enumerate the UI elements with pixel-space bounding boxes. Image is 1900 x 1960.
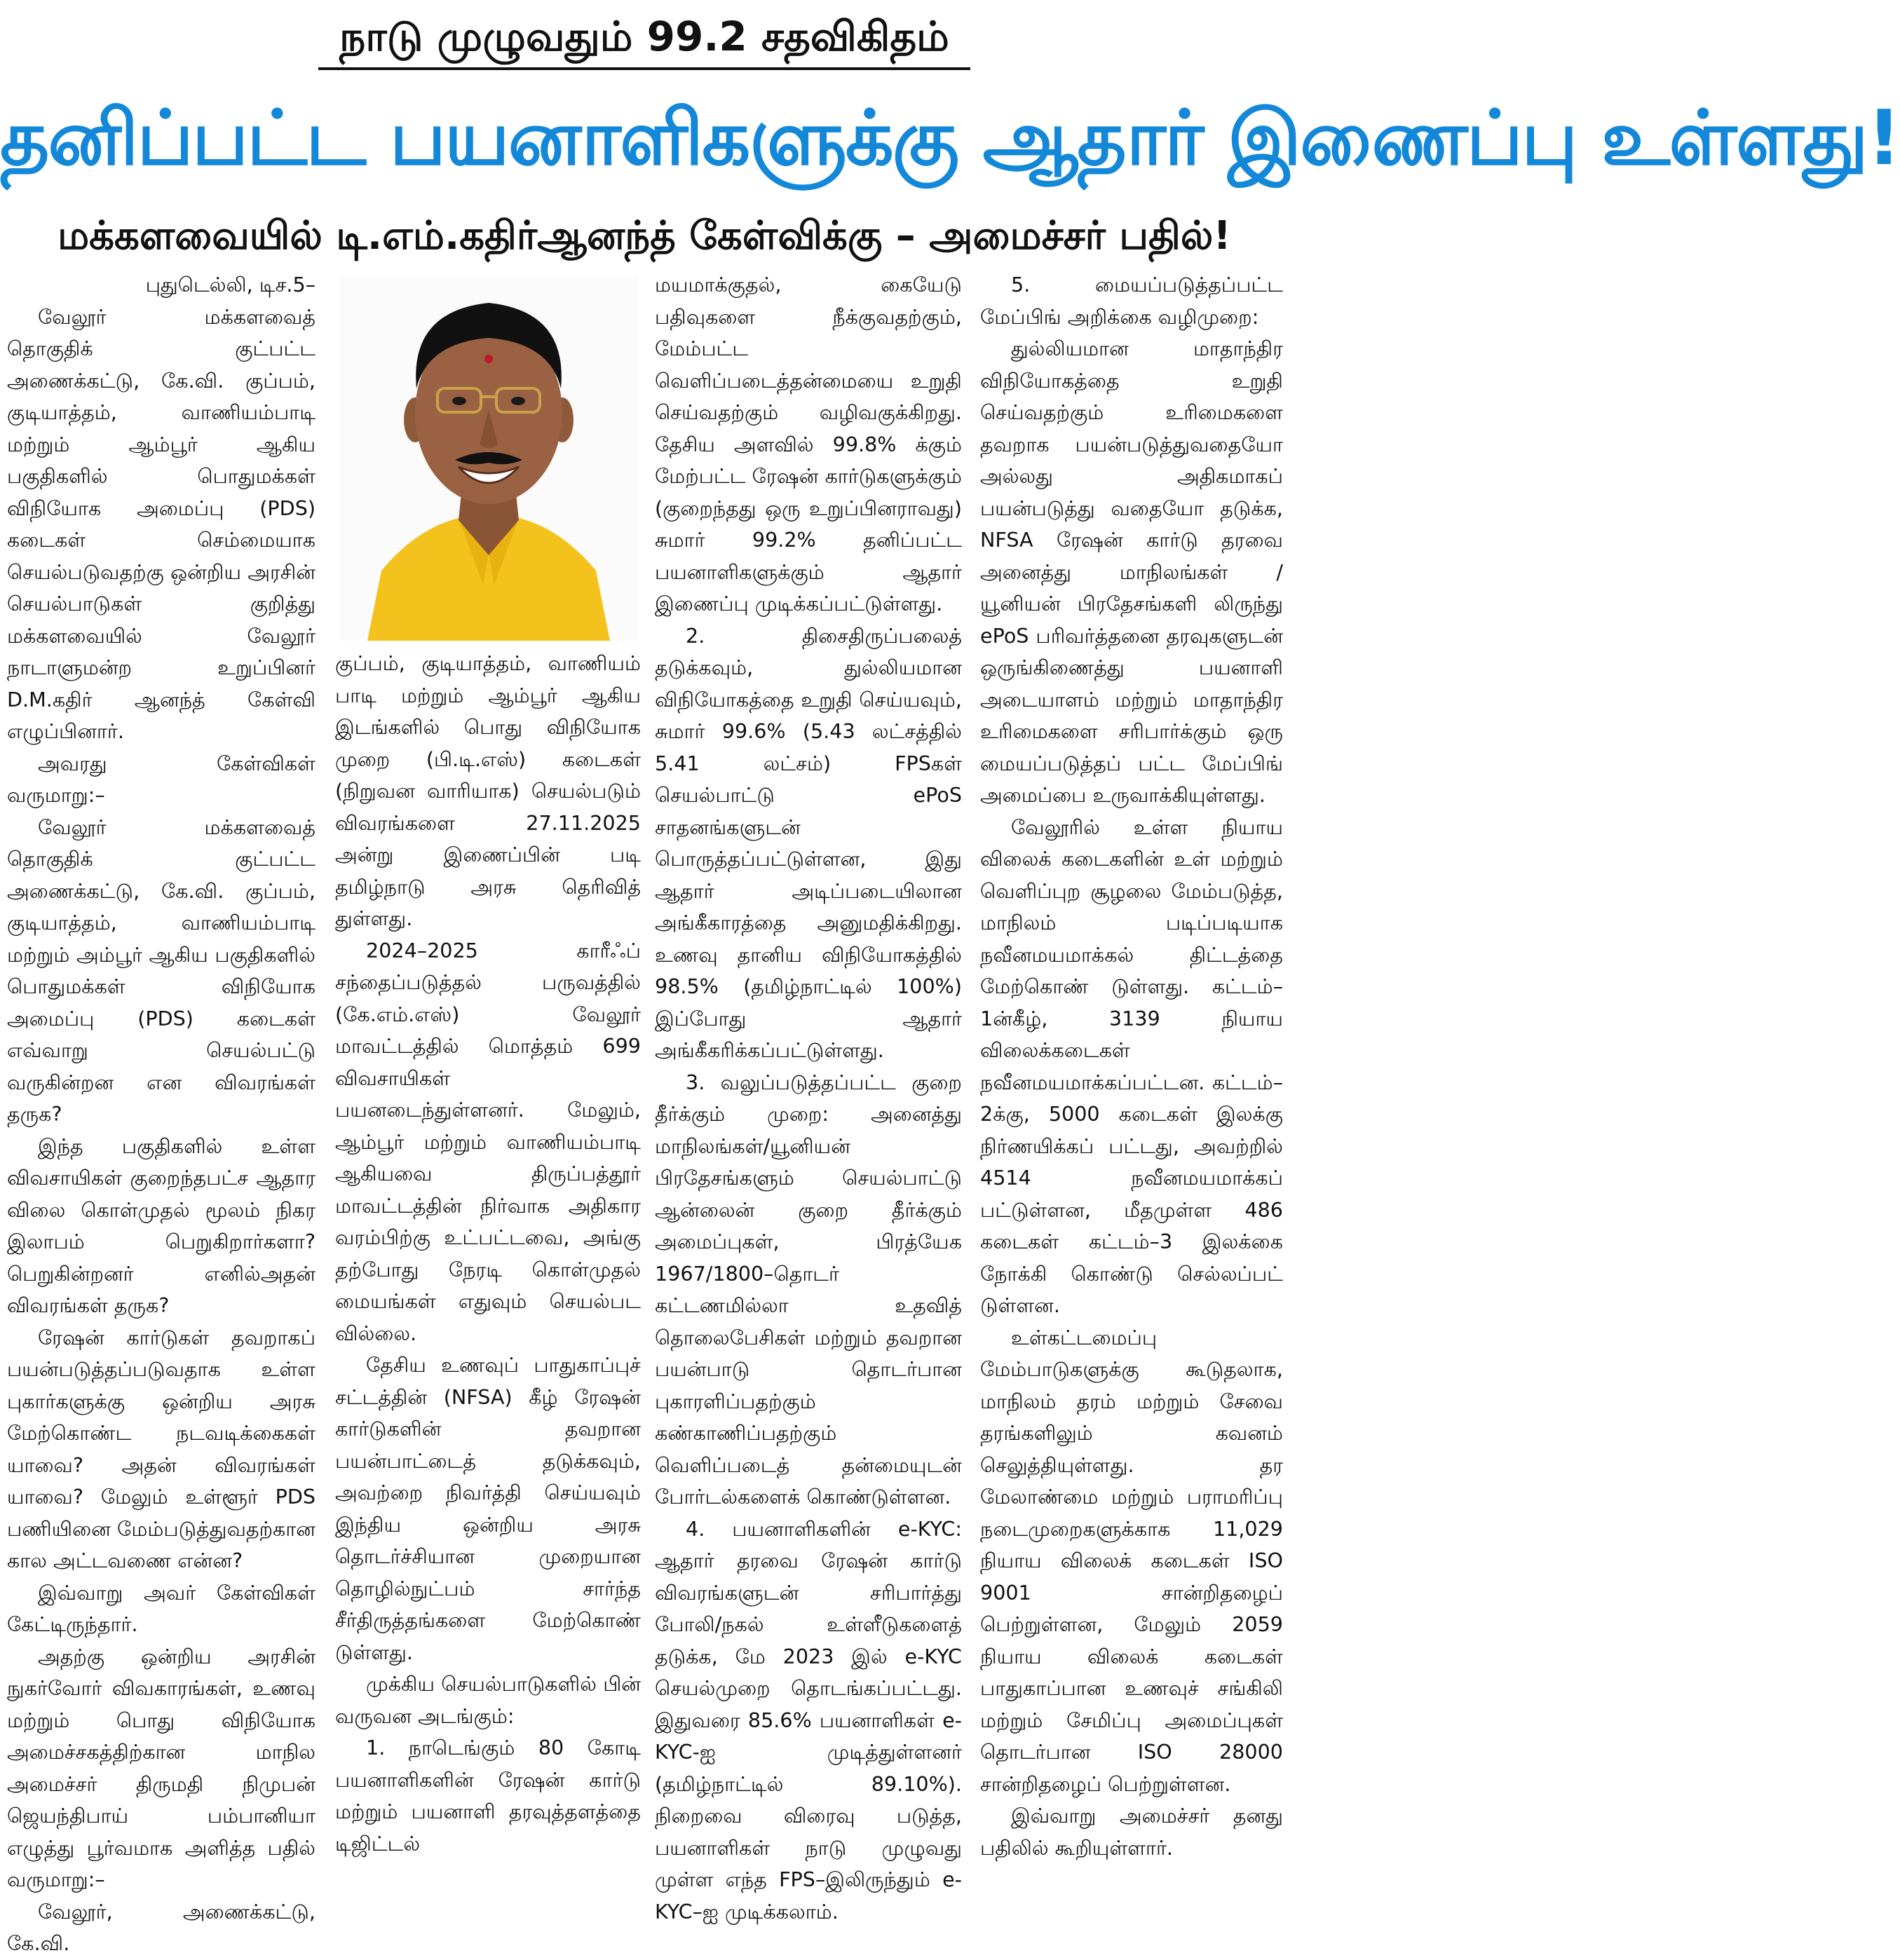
paragraph: துல்லியமான மாதாந்திர விநியோகத்தை உறுதி செய்வதற்கும் உரிமைகளை தவறாக பயன்படுத்துவதையோ அல்லது அதிகமாகப் பயன்படுத்து வதையோ தடுக்க, NFSA ரேஷன் கார்டு தரவை அனைத்து மாநிலங்கள் / யூனியன் பிரதேசங்களி லிருந்து ePoS பரிவர்த்தனை தரவுகளுடன் ஒருங்கிணைத்து பயனாளி அடையாளம் மற்றும் மாதாந்திர உரிமைகளை சரிபார்க்கும் ஒரு மையப்படுத்தப் பட்ட மேப்பிங் அமைப்பை உருவாக்கியுள்ளது. (980, 336, 1283, 807)
paragraph: 1. நாடெங்கும் 80 கோடி பயனாளிகளின் ரேஷன் கார்டு மற்றும் பயனாளி தரவுத்தளத்தை டிஜிட்டல் (335, 1736, 641, 1856)
paragraph: வேலூர் மக்களவைத் தொகுதிக் குட்பட்ட அணைக்கட்டு, கே.வி. குப்பம், குடியாத்தம், வாணியம்பாடி மற்றும் அம்பூர் ஆகிய பகுதிகளில் பொதுமக்கள் விநியோக அமைப்பு (PDS) கடைகள் எவ்வாறு செயல்பட்டு வருகின்றன என விவரங்கள் தருக? (7, 815, 315, 1126)
article-column-4 (980, 269, 1283, 1860)
paragraph: வேலூரில் உள்ள நியாய விலைக் கடைகளின் உள் மற்றும் வெளிப்புற சூழலை மேம்படுத்த, மாநிலம் படிப்படியாக நவீனமயமாக்கல் திட்டத்தை மேற்கொண் டுள்ளது. கட்டம்–1ன்கீழ், 3139 நியாய விலைக்கடைகள் நவீனமயமாக்கப்பட்டன. கட்டம்–2க்கு, 5000 கடைகள் இலக்கு நிர்ணயிக்கப் பட்டது, அவற்றில் 4514 நவீனமயமாக்கப் பட்டுள்ளன, மீதமுள்ள 486 கடைகள் கட்டம்–3 இலக்கை நோக்கி கொண்டு செல்லப்பட் டுள்ளன. (980, 815, 1283, 1317)
paragraph: இவ்வாறு அவர் கேள்விகள் கேட்டிருந்தார். (7, 1580, 315, 1636)
paragraph: ரேஷன் கார்டுகள் தவறாகப் பயன்படுத்தப்படுவதாக உள்ள புகார்களுக்கு ஒன்றிய அரசு மேற்கொண்ட நடவடிக்கைகள் யாவை? அதன் விவரங்கள் யாவை? மேலும் உள்ளூர் PDS பணியினை மேம்படுத்துவதற்கான கால அட்டவணை என்ன? (7, 1325, 315, 1572)
paragraph: உள்கட்டமைப்பு மேம்பாடுகளுக்கு கூடுதலாக, மாநிலம் தரம் மற்றும் சேவை தரங்களிலும் கவனம் செலுத்தியுள்ளது. தர மேலாண்மை மற்றும் பராமரிப்பு நடைமுறைகளுக்காக 11,029 நியாய விலைக் கடைகள் ISO 9001 சான்றிதழைப் பெற்றுள்ளன, மேலும் 2059 நியாய விலைக் கடைகள் பாதுகாப்பான உணவுச் சங்கிலி மற்றும் சேமிப்பு அமைப்புகள் தொடர்பான ISO 28000 சான்றிதழைப் பெற்றுள்ளன. (980, 1325, 1283, 1796)
paragraph: 4. பயனாளிகளின் e-KYC: ஆதார் தரவை ரேஷன் கார்டு விவரங்களுடன் சரிபார்த்து போலி/நகல் உள்ளீடுகளைத் தடுக்க, மே 2023 இல் e-KYC செயல்முறை தொடங்கப்பட்டது. இதுவரை 85.6% பயனாளிகள் e-KYC-ஐ முடித்துள்ளனர் (தமிழ்நாட்டில் 89.10%). நிறைவை விரைவு படுத்த, பயனாளிகள் நாடு முழுவது முள்ள எந்த FPS–இலிருந்தும் e-KYC–ஐ முடிக்கலாம். (655, 1516, 962, 1924)
paragraph: 2. திசைதிருப்பலைத் தடுக்கவும், துல்லியமான விநியோகத்தை உறுதி செய்யவும், சுமார் 99.6% (5.43 லட்சத்தில் 5.41 லட்சம்) FPSகள் செயல்பாட்டு ePoS சாதனங்களுடன் பொருத்தப்பட்டுள்ளன, இது ஆதார் அடிப்படையிலான அங்கீகாரத்தை அனுமதிக்கிறது. உணவு தானிய விநியோகத்தில் 98.5% (தமிழ்நாட்டில் 100%) இப்போது ஆதார் அங்கீகரிக்கப்பட்டுள்ளது. (655, 623, 962, 1062)
paragraph: இவ்வாறு அமைச்சர் தனது பதிலில் கூறியுள்ளார். (980, 1804, 1283, 1860)
paragraph: வேலூர், அணைக்கட்டு, கே.வி. (7, 1899, 315, 1955)
paragraph: மயமாக்குதல், கையேடு பதிவுகளை நீக்குவதற்கும், மேம்பட்ட வெளிப்படைத்தன்மையை உறுதி செய்வதற்கும் வழிவகுக்கிறது. தேசிய அளவில் 99.8% க்கும் மேற்பட்ட ரேஷன் கார்டுகளுக்கும் (குறைந்தது ஒரு உறுப்பினராவது) சுமார் 99.2% தனிப்பட்ட பயனாளிகளுக்கும் ஆதார் இணைப்பு முடிக்கப்பட்டுள்ளது. (655, 273, 962, 615)
sub-headline: மக்களவையில் டி.எம்.கதிர்ஆனந்த் கேள்விக்கு – அமைச்சர் பதில்! (57, 213, 1231, 259)
paragraph: அதற்கு ஒன்றிய அரசின் நுகர்வோர் விவகாரங்கள், உணவு மற்றும் பொது விநியோக அமைச்சகத்திற்கான மாநில அமைச்சர் திருமதி நிமுபன் ஜெயந்திபாய் பம்பானியா எழுத்து பூர்வமாக அளித்த பதில் வருமாறு:– (7, 1644, 315, 1891)
dateline: புதுடெல்லி, டிச.5– (145, 273, 315, 297)
paragraph: தேசிய உணவுப் பாதுகாப்புச் சட்டத்தின் (NFSA) கீழ் ரேஷன் கார்டுகளின் தவறான பயன்பாட்டைத் தடுக்கவும், அவற்றை நிவர்த்தி செய்யவும் இந்திய ஒன்றிய அரசு தொடர்ச்சியான முறையான தொழில்நுட்பம் சார்ந்த சீர்திருத்தங்களை மேற்கொண் டுள்ளது. (335, 1353, 641, 1664)
article-column-1 (7, 269, 315, 1955)
paragraph: அவரது கேள்விகள் வருமாறு:– (7, 751, 315, 807)
kicker-text: நாடு முழுவதும் 99.2 சதவிகிதம் (318, 10, 970, 70)
article-column-2 (335, 648, 641, 1856)
paragraph: முக்கிய செயல்பாடுகளில் பின் வருவன அடங்கும்: (335, 1672, 641, 1728)
article-column-3 (655, 269, 962, 1924)
paragraph: 2024–2025 காரீஃப் சந்தைப்படுத்தல் பருவத்தில் (கே.எம்.எஸ்) வேலூர் மாவட்டத்தில் மொத்தம் 699 விவசாயிகள் பயனடைந்துள்ளனர். மேலும், ஆம்பூர் மற்றும் வாணியம்பாடி ஆகியவை திருப்பத்தூர் மாவட்டத்தின் நிர்வாக அதிகார வரம்பிற்கு உட்பட்டவை, அங்கு தற்போது நேரடி கொள்முதல் மையங்கள் எதுவும் செயல்பட வில்லை. (335, 938, 641, 1345)
main-headline: தனிப்பட்ட பயனாளிகளுக்கு ஆதார் இணைப்பு உள்ளது! (0, 95, 1900, 182)
paragraph: வேலூர் மக்களவைத் தொகுதிக் குட்பட்ட அணைக்கட்டு, கே.வி. குப்பம், குடியாத்தம், வாணியம்பாடி மற்றும் ஆம்பூர் ஆகிய பகுதிகளில் பொதுமக்கள் விநியோக அமைப்பு (PDS) கடைகள் செம்மையாக செயல்படுவதற்கு ஒன்றிய அரசின் செயல்பாடுகள் குறித்து மக்களவையில் வேலூர் நாடாளுமன்ற உறுப்பினர் D.M.கதிர் ஆனந்த் கேள்வி எழுப்பினார். (7, 304, 315, 743)
paragraph: 3. வலுப்படுத்தப்பட்ட குறை தீர்க்கும் முறை: அனைத்து மாநிலங்கள்/யூனியன் பிரதேசங்களும் செயல்பாட்டு ஆன்லைன் குறை தீர்க்கும் அமைப்புகள், பிரத்யேக 1967/1800–தொடர் கட்டணமில்லா உதவித் தொலைபேசிகள் மற்றும் தவறான பயன்பாடு தொடர்பான புகாரளிப்பதற்கும் கண்காணிப்பதற்கும் வெளிப்படைத் தன்மையுடன் போர்டல்களைக் கொண்டுள்ளன. (655, 1070, 962, 1509)
paragraph: குப்பம், குடியாத்தம், வாணியம் பாடி மற்றும் ஆம்பூர் ஆகிய இடங்களில் பொது விநியோக முறை (பி.டி.எஸ்) கடைகள் (நிறுவன வாரியாக) செயல்படும் விவரங்களை 27.11.2025 அன்று இணைப்பின் படி தமிழ்நாடு அரசு தெரிவித் துள்ளது. (335, 651, 641, 930)
kicker-banner (0, 10, 1289, 70)
portrait-photo (339, 276, 638, 641)
paragraph: இந்த பகுதிகளில் உள்ள விவசாயிகள் குறைந்தபட்ச ஆதார விலை கொள்முதல் மூலம் நிகர இலாபம் பெறுகிறார்களா? பெறுகின்றனர் எனில்அதன் விவரங்கள் தருக? (7, 1134, 315, 1317)
paragraph: 5. மையப்படுத்தப்பட்ட மேப்பிங் அறிக்கை வழிமுறை: (980, 273, 1283, 329)
portrait-illustration (339, 276, 638, 641)
